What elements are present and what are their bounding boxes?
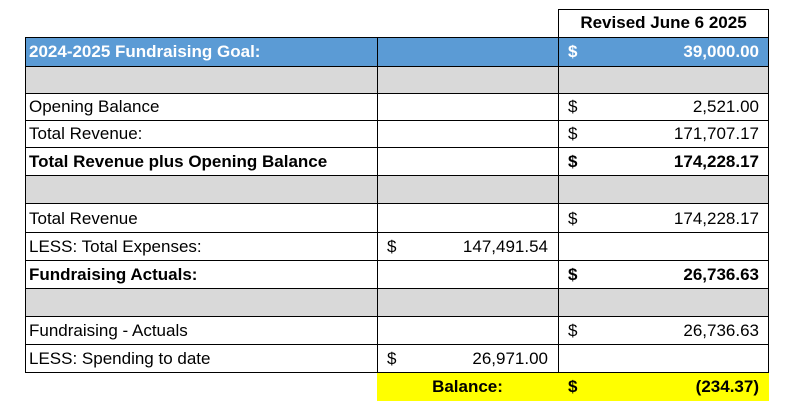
revenue-plus-amount-cell <box>558 148 769 175</box>
grid-line <box>768 9 769 373</box>
grid-line <box>25 37 26 373</box>
total-revenue-row <box>0 121 795 147</box>
total-expenses-row <box>0 233 795 260</box>
grid-line <box>558 9 769 10</box>
grid-line <box>377 37 378 373</box>
revenue-amount-cell <box>558 121 769 147</box>
expenses-amount: 147,491.54 <box>462 236 548 256</box>
spacer-cell <box>377 289 558 316</box>
spacer-cell <box>25 289 377 316</box>
spacer-cell <box>558 66 769 93</box>
grid-line <box>25 203 769 204</box>
grid-line <box>25 37 769 38</box>
spacer-row-3 <box>0 289 795 316</box>
opening-amount-cell <box>558 94 769 120</box>
spacer-cell <box>377 66 558 93</box>
goal-dollar: $ <box>568 42 578 61</box>
revenue-amount: 171,707.17 <box>673 124 759 143</box>
expenses-amount-cell <box>377 233 558 260</box>
actuals-amount-cell <box>558 261 769 288</box>
grid-line <box>25 232 769 233</box>
balance-amount: (234.37) <box>695 377 759 396</box>
spacer-cell <box>25 66 377 93</box>
balance-dollar: $ <box>568 377 578 396</box>
header-row <box>0 9 795 37</box>
opening-balance-row <box>0 94 795 120</box>
grid-line <box>25 93 769 94</box>
grid-line <box>25 147 769 148</box>
spacer-row-2 <box>0 176 795 203</box>
revenue-label: Total Revenue: <box>29 124 143 143</box>
grid-line <box>25 120 769 121</box>
grid-line <box>558 9 559 373</box>
spending-dollar: $ <box>387 348 397 368</box>
opening-dollar: $ <box>568 97 578 116</box>
total-revenue-dollar: $ <box>568 208 578 228</box>
total-revenue-amount: 174,228.17 <box>673 208 759 228</box>
spending-amount-cell <box>377 345 558 372</box>
spending-row <box>0 345 795 372</box>
revenue-plus-amount: 174,228.17 <box>673 151 759 171</box>
spacer-cell <box>558 176 769 203</box>
revised-date-header: Revised June 6 2025 <box>580 13 747 32</box>
grid-line <box>25 66 769 67</box>
grid-line <box>25 316 769 317</box>
fund-actuals-amount-cell <box>558 317 769 344</box>
goal-amount: 39,000.00 <box>683 42 759 61</box>
balance-label: Balance: <box>377 373 558 401</box>
goal-label: 2024-2025 Fundraising Goal: <box>25 38 377 66</box>
expenses-label: LESS: Total Expenses: <box>29 236 202 256</box>
opening-label: Opening Balance <box>29 97 160 116</box>
expenses-dollar: $ <box>387 236 397 256</box>
actuals-amount: 26,736.63 <box>683 264 759 284</box>
grid-line <box>25 288 769 289</box>
balance-row <box>0 373 795 401</box>
spacer-cell <box>377 176 558 203</box>
revenue-plus-opening-row <box>0 148 795 175</box>
revenue-plus-dollar: $ <box>568 151 578 171</box>
grid-line <box>25 344 769 345</box>
total-revenue-amount-cell <box>558 205 769 232</box>
spending-label: LESS: Spending to date <box>29 348 211 368</box>
fundraising-actuals-row-2 <box>0 317 795 344</box>
fund-actuals-label: Fundraising - Actuals <box>29 320 188 340</box>
grid-line <box>25 175 769 176</box>
opening-amount: 2,521.00 <box>692 97 759 116</box>
revenue-plus-label: Total Revenue plus Opening Balance <box>29 151 328 171</box>
fund-actuals-dollar: $ <box>568 320 578 340</box>
spacer-cell <box>558 289 769 316</box>
goal-row <box>0 38 795 66</box>
fund-actuals-amount: 26,736.63 <box>683 320 759 340</box>
balance-amount-cell <box>558 373 769 401</box>
fundraising-actuals-row <box>0 261 795 288</box>
total-revenue-row-2 <box>0 205 795 232</box>
spacer-cell <box>25 176 377 203</box>
total-revenue-label: Total Revenue <box>29 208 138 228</box>
actuals-dollar: $ <box>568 264 578 284</box>
grid-line <box>25 372 769 373</box>
goal-amount-cell <box>558 38 769 66</box>
grid-line <box>25 260 769 261</box>
spending-amount: 26,971.00 <box>472 348 548 368</box>
goal-mid-cell <box>377 38 558 66</box>
actuals-label: Fundraising Actuals: <box>29 264 198 284</box>
spacer-row-1 <box>0 66 795 93</box>
revenue-dollar: $ <box>568 124 578 143</box>
